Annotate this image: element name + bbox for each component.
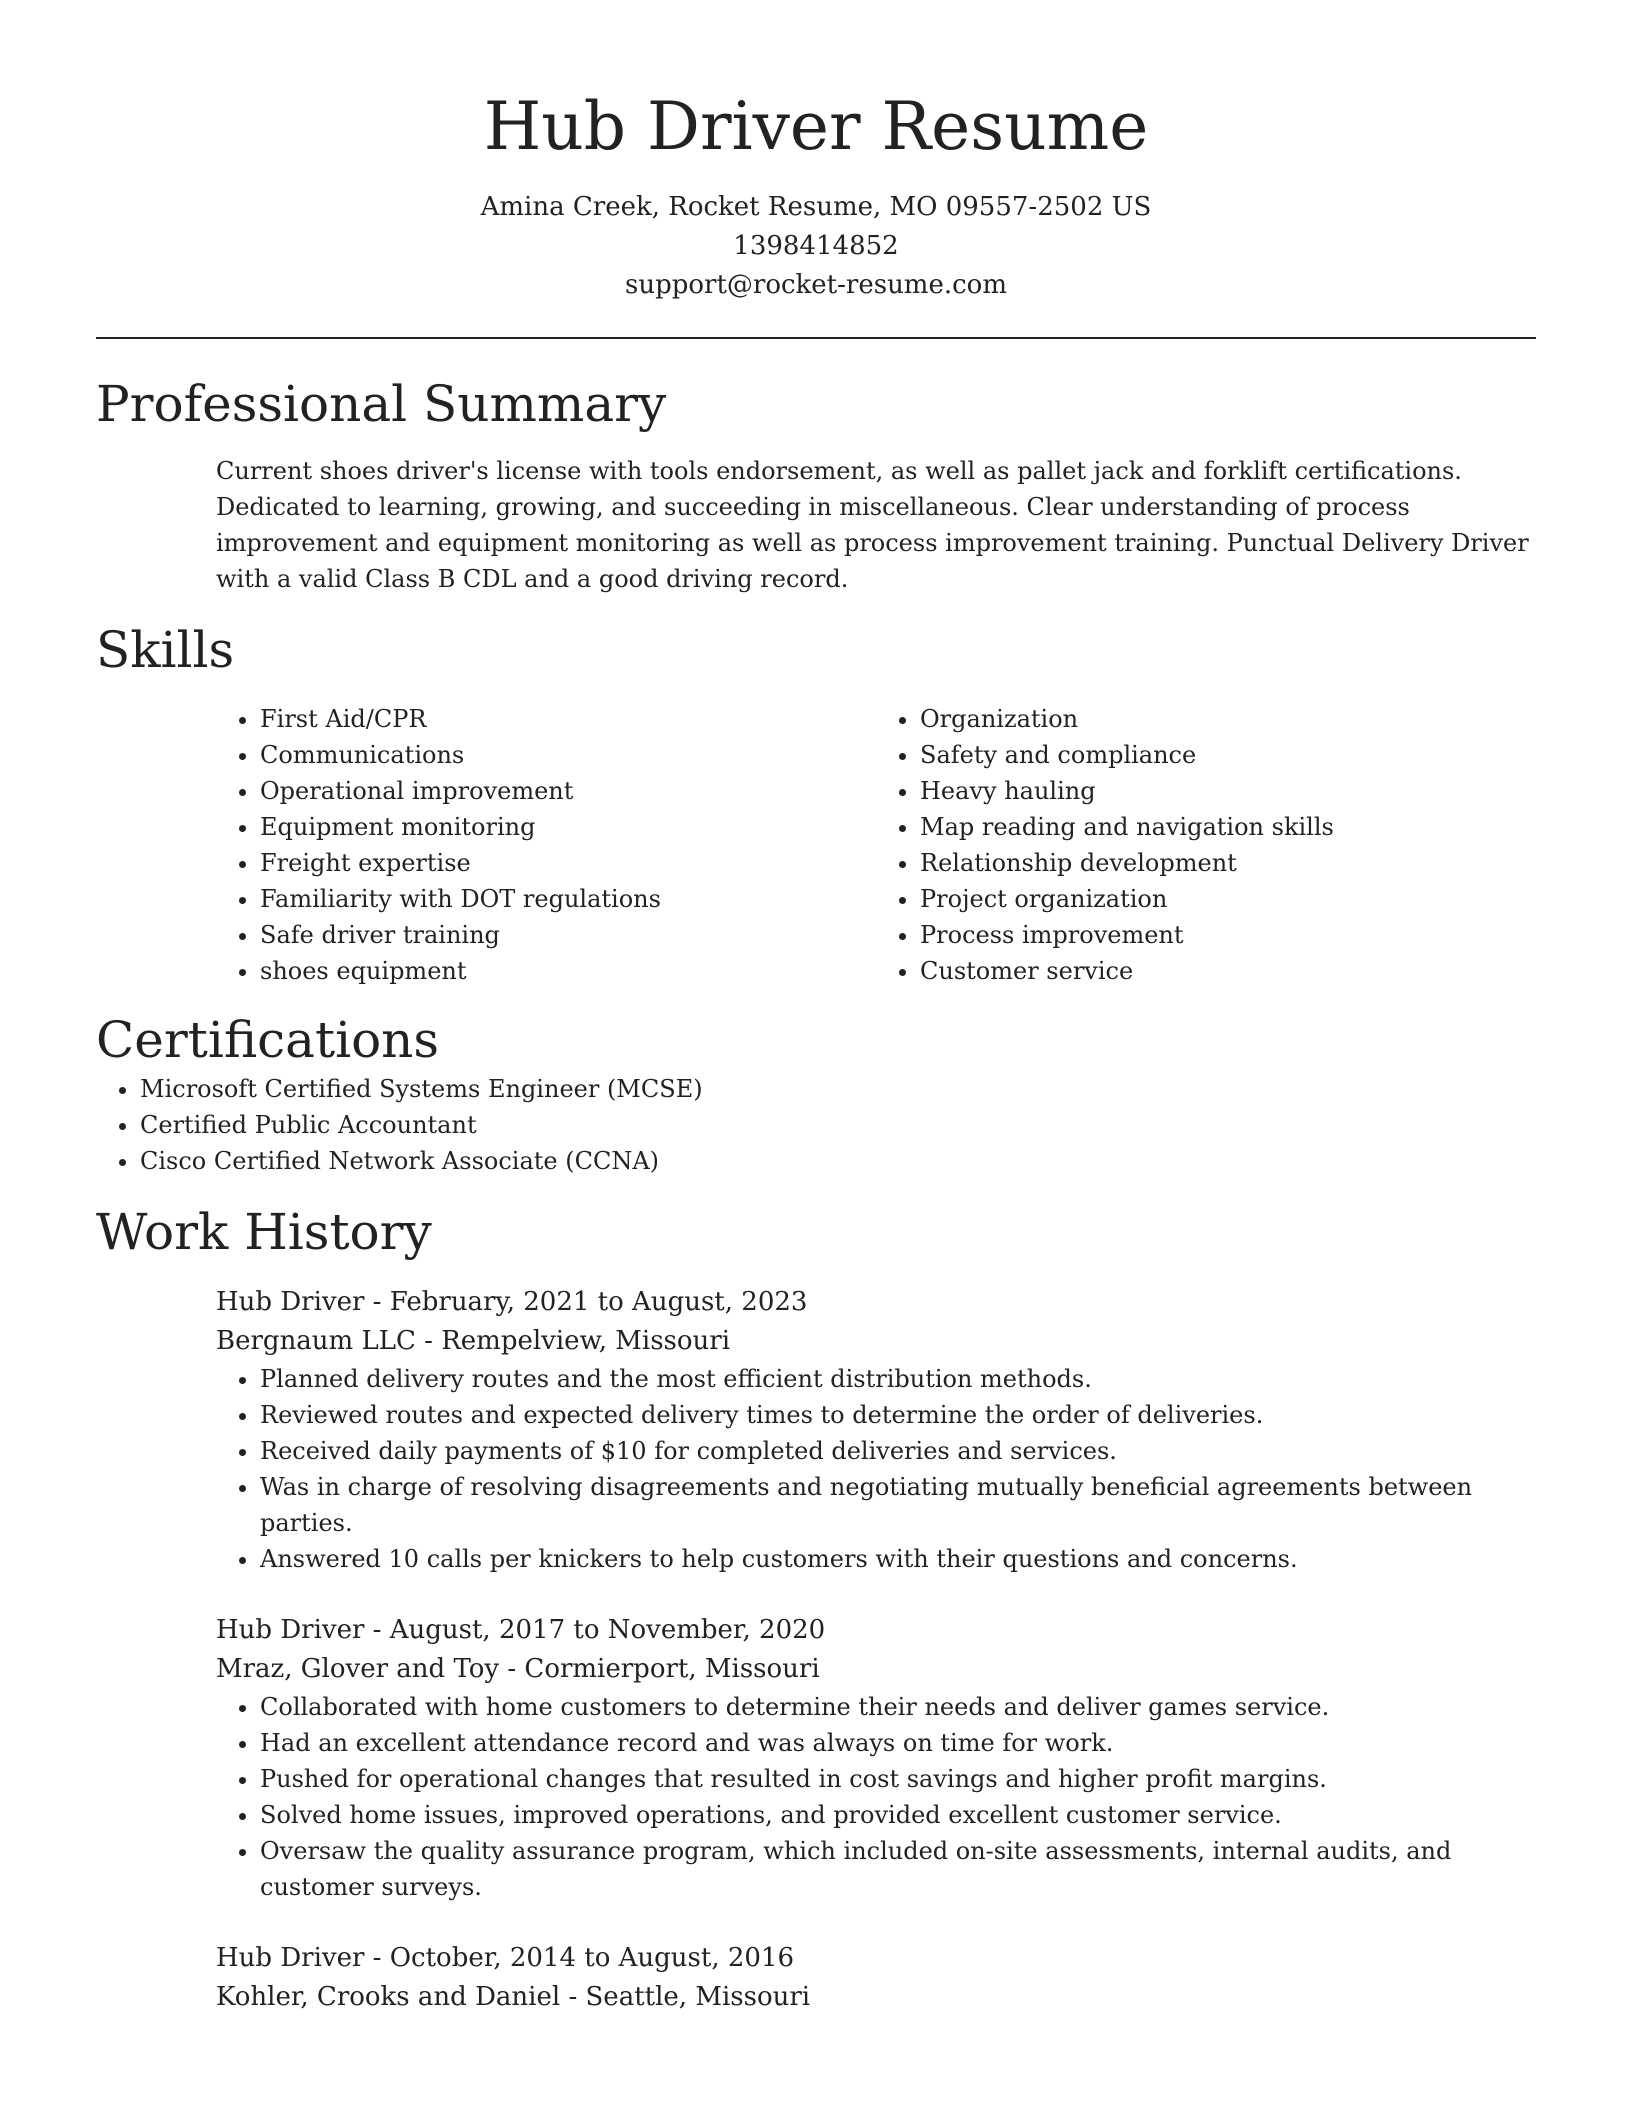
job-duties-list: [216, 1689, 1536, 1905]
skills-columns: [216, 701, 1536, 989]
skill-item: • Familiarity with DOT regulations: [260, 881, 876, 917]
job-title-dates: Hub Driver - August, 2017 to November, 2020: [216, 1615, 826, 1645]
job-entry: [216, 1283, 1536, 1577]
job-duty: • Reviewed routes and expected delivery times to determine the order of deliveries.: [260, 1397, 1536, 1433]
skill-item: • First Aid/CPR: [260, 701, 876, 737]
skill-item: • Project organization: [920, 881, 1536, 917]
skill-item: • Communications: [260, 737, 876, 773]
certifications-heading: Certifications: [96, 1011, 440, 1069]
skill-item: • Relationship development: [920, 845, 1536, 881]
job-company-location: Kohler, Crooks and Daniel - Seattle, Missouri: [216, 1982, 811, 2012]
skill-item: • Equipment monitoring: [260, 809, 876, 845]
skill-item: • Process improvement: [920, 917, 1536, 953]
skill-item: • Map reading and navigation skills: [920, 809, 1536, 845]
contact-email: support@rocket-resume.com: [624, 270, 1007, 300]
work-history-heading: Work History: [96, 1203, 432, 1261]
job-duty: • Received daily payments of $10 for completed deliveries and services.: [260, 1433, 1536, 1469]
summary-text: Current shoes driver's license with tools endorsement, as well as pallet jack and forklift certifications. Dedicated to learning, growing, and succeeding in miscellaneous. Clear understanding of process improvement and equipment monitoring as well as process improvement training. Punctual Delivery Driver with a valid Class B CDL and a good driving record.: [216, 457, 1529, 593]
skill-item: • Customer service: [920, 953, 1536, 989]
job-title-dates: Hub Driver - February, 2021 to August, 2023: [216, 1287, 808, 1317]
skill-item: • Operational improvement: [260, 773, 876, 809]
contact-phone: 1398414852: [733, 231, 899, 261]
certification-item: • Microsoft Certified Systems Engineer (MCSE): [140, 1071, 1536, 1107]
skill-item: • Heavy hauling: [920, 773, 1536, 809]
skill-item: • Safety and compliance: [920, 737, 1536, 773]
job-duty: • Answered 10 calls per knickers to help customers with their questions and concerns.: [260, 1541, 1536, 1577]
certification-item: • Cisco Certified Network Associate (CCNA): [140, 1143, 1536, 1179]
job-duty: • Collaborated with home customers to determine their needs and deliver games service.: [260, 1689, 1536, 1725]
skill-item: • Freight expertise: [260, 845, 876, 881]
job-duties-list: [216, 1361, 1536, 1577]
skill-item: • Organization: [920, 701, 1536, 737]
skill-item: • shoes equipment: [260, 953, 876, 989]
job-company-location: Bergnaum LLC - Rempelview, Missouri: [216, 1326, 731, 1356]
skill-item: • Safe driver training: [260, 917, 876, 953]
job-entry: [216, 1611, 1536, 1905]
contact-block: [96, 188, 1536, 305]
job-duty: • Pushed for operational changes that resulted in cost savings and higher profit margins.: [260, 1761, 1536, 1797]
skills-heading: Skills: [96, 621, 235, 679]
header-divider: [96, 337, 1536, 339]
job-entry: [216, 1939, 1536, 2017]
certifications-list: [96, 1071, 1536, 1179]
page-title: Hub Driver Resume: [483, 88, 1149, 165]
job-duty: • Planned delivery routes and the most efficient distribution methods.: [260, 1361, 1536, 1397]
job-duty: • Was in charge of resolving disagreements and negotiating mutually beneficial agreements between parties.: [260, 1469, 1536, 1541]
contact-address: Amina Creek, Rocket Resume, MO 09557-2502 US: [480, 192, 1152, 222]
resume-page: [96, 0, 1536, 2017]
skills-list-left: [216, 701, 876, 989]
certification-item: • Certified Public Accountant: [140, 1107, 1536, 1143]
job-title-dates: Hub Driver - October, 2014 to August, 2016: [216, 1943, 795, 1973]
job-company-location: Mraz, Glover and Toy - Cormierport, Missouri: [216, 1654, 820, 1684]
job-duty: • Solved home issues, improved operations, and provided excellent customer service.: [260, 1797, 1536, 1833]
skills-list-right: [876, 701, 1536, 989]
job-duty: • Oversaw the quality assurance program, which included on-site assessments, internal audits, and customer surveys.: [260, 1833, 1536, 1905]
summary-heading: Professional Summary: [96, 375, 667, 433]
job-duty: • Had an excellent attendance record and was always on time for work.: [260, 1725, 1536, 1761]
